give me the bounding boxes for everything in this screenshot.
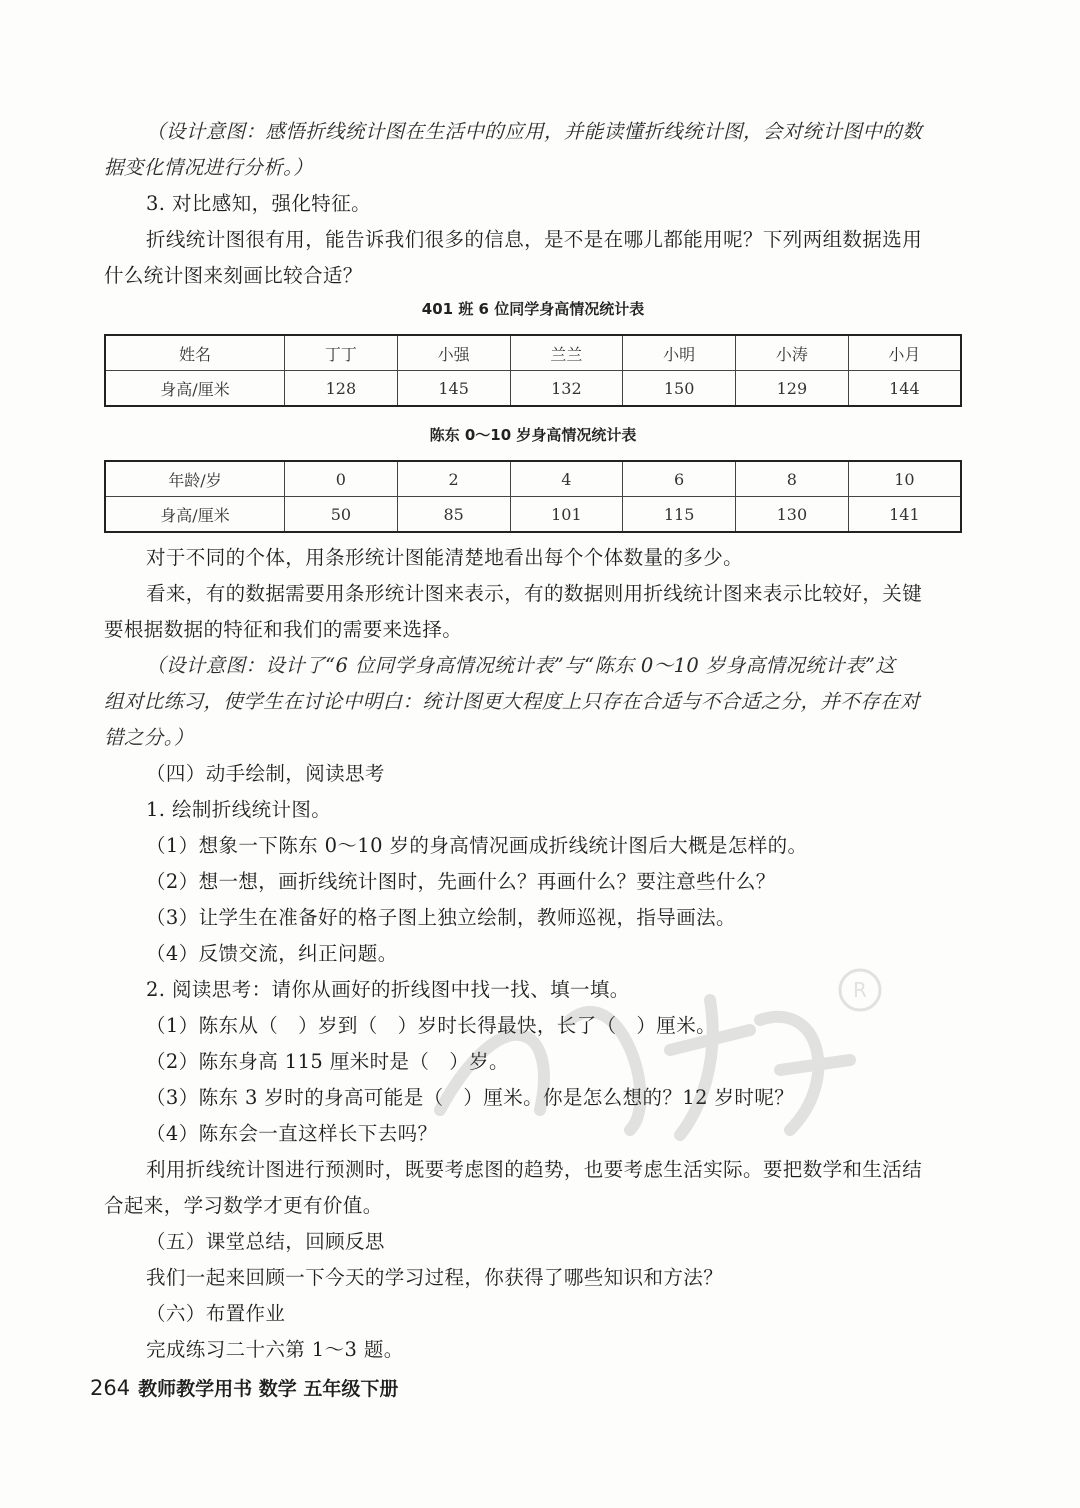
table-cell: 85 — [397, 497, 510, 533]
table-cell: 身高/厘米 — [105, 497, 285, 533]
section-heading-6: （六）布置作业 — [146, 1302, 286, 1325]
design-intent-line: （设计意图：设计了“6 位同学身高情况统计表”与“陈东 0～10 岁身高情况统计表”这 — [146, 654, 896, 677]
table-cell: 130 — [736, 497, 849, 533]
paragraph-line: 利用折线统计图进行预测时，既要考虑图的趋势，也要考虑生活实际。要把数学和生活结 — [146, 1158, 923, 1181]
table-cell: 小明 — [623, 335, 736, 371]
design-intent-line-1: （设计意图：感悟折线统计图在生活中的应用，并能读懂折线统计图，会对统计图中的数 — [146, 120, 923, 143]
paragraph-line: 对于不同的个体，用条形统计图能清楚地看出每个个体数量的多少。 — [146, 546, 744, 569]
list-item: （2）陈东身高 115 厘米时是（ ）岁。 — [146, 1050, 509, 1073]
list-item: （3）陈东 3 岁时的身高可能是（ ）厘米。你是怎么想的？12 岁时呢？ — [146, 1086, 795, 1109]
table1-student-heights — [104, 334, 962, 407]
list-item: （4）陈东会一直这样长下去吗？ — [146, 1122, 438, 1145]
watermark-logo — [420, 960, 900, 1150]
paragraph-line: 要根据数据的特征和我们的需要来选择。 — [104, 618, 463, 641]
paragraph-line: 完成练习二十六第 1～3 题。 — [146, 1338, 404, 1361]
list-item: （2）想一想，画折线统计图时，先画什么？再画什么？要注意些什么？ — [146, 870, 776, 893]
table-cell: 年龄/岁 — [105, 461, 285, 497]
list-item: （1）想象一下陈东 0～10 岁的身高情况画成折线统计图后大概是怎样的。 — [146, 834, 808, 857]
paragraph-line: 什么统计图来刻画比较合适？ — [104, 264, 363, 287]
table-cell: 8 — [736, 461, 849, 497]
table-cell: 150 — [623, 371, 736, 407]
table2-caption: 陈东 0～10 岁身高情况统计表 — [429, 426, 637, 444]
svg-text:R: R — [853, 978, 867, 1002]
table-row — [105, 461, 961, 497]
section-heading-5: （五）课堂总结，回顾反思 — [146, 1230, 385, 1253]
table-cell: 4 — [510, 461, 623, 497]
table-cell: 115 — [623, 497, 736, 533]
table-cell: 6 — [623, 461, 736, 497]
list-item: 1. 绘制折线统计图。 — [146, 798, 332, 821]
paragraph-line: 合起来，学习数学才更有价值。 — [104, 1194, 383, 1217]
page-footer — [90, 1374, 398, 1401]
table-row — [105, 335, 961, 371]
list-item: （4）反馈交流，纠正问题。 — [146, 942, 398, 965]
table-cell: 128 — [285, 371, 398, 407]
table-cell: 丁丁 — [285, 335, 398, 371]
paragraph-line: 折线统计图很有用，能告诉我们很多的信息，是不是在哪儿都能用呢？下列两组数据选用 — [146, 228, 923, 251]
section-heading-3: 3. 对比感知，强化特征。 — [146, 192, 372, 215]
table-cell: 144 — [848, 371, 961, 407]
table-cell: 50 — [285, 497, 398, 533]
design-intent-line-2: 据变化情况进行分析。） — [104, 156, 314, 179]
list-item: （1）陈东从（ ）岁到（ ）岁时长得最快，长了（ ）厘米。 — [146, 1014, 717, 1037]
table-cell: 101 — [510, 497, 623, 533]
table-cell: 132 — [510, 371, 623, 407]
table-cell: 小强 — [397, 335, 510, 371]
paragraph-line: 看来，有的数据需要用条形统计图来表示，有的数据则用折线统计图来表示比较好，关键 — [146, 582, 923, 605]
paragraph-line: 我们一起来回顾一下今天的学习过程，你获得了哪些知识和方法？ — [146, 1266, 724, 1289]
table-cell: 姓名 — [105, 335, 285, 371]
design-intent-line: 错之分。） — [104, 726, 194, 749]
list-item: （3）让学生在准备好的格子图上独立绘制，教师巡视，指导画法。 — [146, 906, 736, 929]
list-item: 2. 阅读思考：请你从画好的折线图中找一找、填一填。 — [146, 978, 630, 1001]
book-title: 教师教学用书 数学 五年级下册 — [138, 1378, 399, 1400]
table-cell: 2 — [397, 461, 510, 497]
table-cell: 小涛 — [736, 335, 849, 371]
section-heading-4: （四）动手绘制，阅读思考 — [146, 762, 385, 785]
design-intent-line: 组对比练习，使学生在讨论中明白：统计图更大程度上只存在合适与不合适之分，并不存在对 — [104, 690, 920, 713]
table-cell: 141 — [848, 497, 961, 533]
table-cell: 小月 — [848, 335, 961, 371]
table-cell: 145 — [397, 371, 510, 407]
table-cell: 10 — [848, 461, 961, 497]
table-cell: 129 — [736, 371, 849, 407]
table-cell: 身高/厘米 — [105, 371, 285, 407]
table1-caption: 401 班 6 位同学身高情况统计表 — [421, 300, 645, 318]
table2-chendong-heights — [104, 460, 962, 533]
table-row — [105, 371, 961, 407]
page-number: 264 — [90, 1376, 131, 1400]
table-row — [105, 497, 961, 533]
table-cell: 兰兰 — [510, 335, 623, 371]
table-cell: 0 — [285, 461, 398, 497]
